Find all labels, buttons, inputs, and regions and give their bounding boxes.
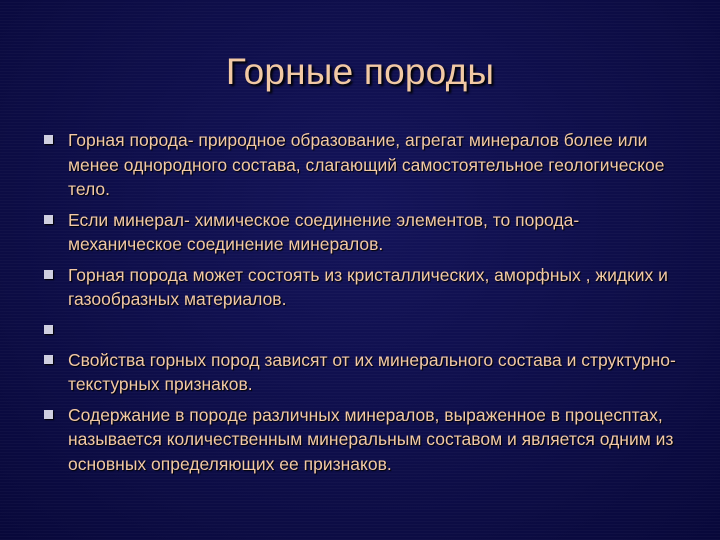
bullet-text: Содержание в породе различных минералов, выраженное в процесптах, называется количественным минеральным составом и является одним из основных определяющих ее признаков.	[68, 404, 674, 474]
bullet-item	[40, 128, 690, 202]
slide-title: Горные породы	[225, 51, 495, 92]
square-bullet-icon	[44, 270, 53, 279]
bullet-text: Свойства горных пород зависят от их минерального состава и структурно-текстурных признаков.	[68, 349, 676, 394]
bullet-item	[40, 263, 690, 312]
square-bullet-icon	[44, 325, 53, 334]
bullet-item	[40, 348, 690, 397]
bullet-list	[40, 128, 690, 482]
bullet-text: Горная порода может состоять из кристаллических, аморфных , жидких и газообразных материалов.	[68, 264, 668, 309]
square-bullet-icon	[44, 410, 53, 419]
square-bullet-icon	[44, 135, 53, 144]
square-bullet-icon	[44, 355, 53, 364]
square-bullet-icon	[44, 215, 53, 224]
bullet-item	[40, 208, 690, 257]
bullet-item	[40, 403, 690, 477]
bullet-text: Если минерал- химическое соединение элементов, то порода- механическое соединение минералов.	[68, 209, 580, 254]
bullet-item-empty	[40, 318, 690, 342]
bullet-text: Горная порода- природное образование, агрегат минералов более или менее однородного состава, слагающий самостоятельное геологическое тело.	[68, 130, 665, 199]
